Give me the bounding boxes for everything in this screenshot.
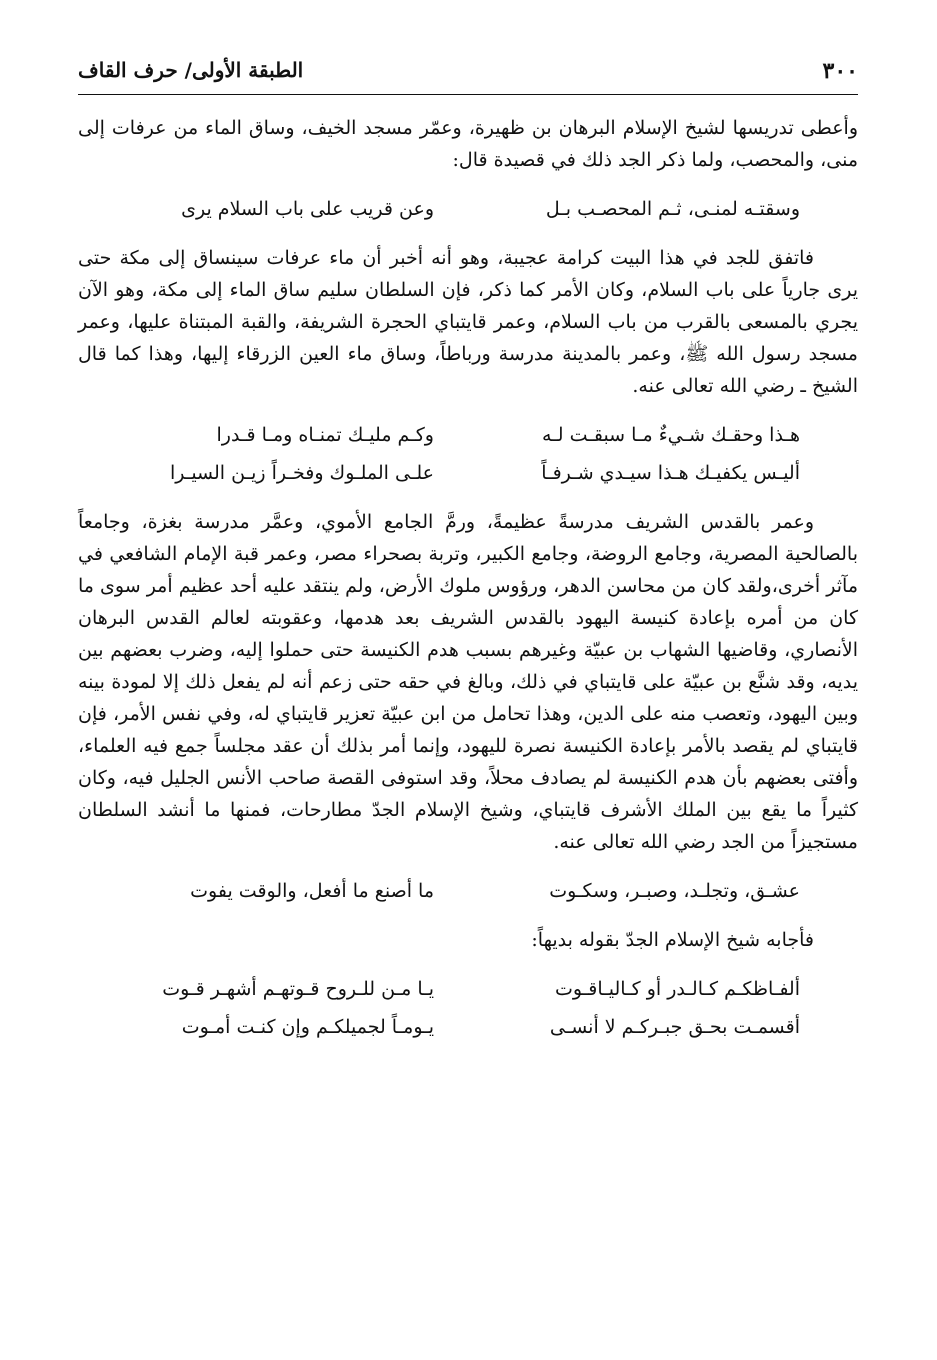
verse-second-hemistich: وعن قريب على باب السلام يرى xyxy=(181,198,434,220)
paragraph-3: وعمر بالقدس الشريف مدرسةً عظيمةً، ورمَّ الجامع الأموي، وعمَّر مدرسة بغزة، وجامعاً بالصالحية المصرية، وجامع الروضة، وجامع الكبير، وتربة بصحراء مصر، وعمر قبة الإمام الشافعي في مآثر أخرى،ولقد كان من محاسن الدهر، ورؤوس ملوك الأرض، ولم ينتقد عليه أحد عظيم أمر سوى ما كان من أمره بإعادة كنيسة اليهود بالقدس الشريف بعد هدمها، وعقوبته لعالم القدس البرهان الأنصاري، وقاضيها الشهاب بن عبيّة وغيرهم بسبب هدم الكنيسة حتى حملوا إليه، وضرب بعضهم بين يديه، وقد شنَّع بن عبيّة على قايتباي في ذلك، وبالغ في حقه حتى زعم أنه لم يفعل ذلك إلا لمودة بينه وبين اليهود، وتعصب منه على الدين، وهذا تحامل من ابن عبيّة تعزير قايتباي له، وفي نفس الأمر، فإن قايتباي لم يقصد بالأمر بإعادة الكنيسة نصرة لليهود، وإنما أمر بذلك أن عقد مجلساً جمع فيه العلماء، وأفتى بعضهم بأن هدم الكنيسة لم يصادف محلاً، وقد استوفى القصة صاحب الأنس الجليل فيه، وكان كثيراً ما يقع بين الملك الأشرف قايتباي، وشيخ الإسلام الجدّ مطارحات، فمنها ما أنشد السلطان مستجيزاً من الجد رضي الله تعالى عنه. xyxy=(78,511,858,853)
verse-first-hemistich: هـذا وحقـك شـيءٌ مـا سبقـت لـه xyxy=(542,424,800,446)
page-number: ٣٠٠ xyxy=(822,58,858,84)
verse-first-hemistich: أقسمـت بحـق جبـركـم لا أنسـى xyxy=(549,1016,800,1038)
verse-line xyxy=(78,416,858,454)
verse-line xyxy=(78,872,858,910)
verse-first-hemistich: وسقتـه لمنـى، ثـم المحصـب بـل xyxy=(545,198,800,220)
verse-group-3 xyxy=(78,872,858,910)
verse-first-hemistich: عشـق، وتجلـد، وصبـر، وسكـوت xyxy=(549,880,800,902)
verse-group-1 xyxy=(78,190,858,228)
verse-second-hemistich: ما أصنع ما أفعل، والوقت يفوت xyxy=(190,880,434,902)
page-header xyxy=(78,52,858,92)
paragraph-2: فاتفق للجد في هذا البيت كرامة عجيبة، وهو أنه أخبر أن ماء عرفات سينساق إلى مكة حتى يرى جارياً على باب السلام، وكان الأمر كما ذكر، فإن السلطان سليم ساق الماء إلى مكة، وهو الآن يجري بالمسعى بالقرب من باب السلام، وعمر قايتباي الحجرة الشريفة، والقبة المبتناة عليها، وعمر مسجد رسول الله ﷺ، وعمر بالمدينة مدرسة ورباطاً، وساق ماء العين الزرقاء إليها، وهذا كما قال الشيخ ـ رضي الله تعالى عنه. xyxy=(78,247,858,397)
verse-first-hemistich: أليـس يكفيـك هـذا سيـدي شـرفـاً xyxy=(541,462,800,484)
verse-line xyxy=(78,454,858,492)
verse-group-4 xyxy=(78,970,858,1046)
verse-second-hemistich: علـى الملـوك وفخـراً زيـن السيـرا xyxy=(170,462,434,484)
paragraph-4: فأجابه شيخ الإسلام الجدّ بقوله بديهاً: xyxy=(531,929,814,951)
verse-second-hemistich: يـا مـن للـروح قـوتهـم أشهـر قـوت xyxy=(162,978,434,1000)
verse-second-hemistich: يـومـاً لجميلكـم وإن كنـت أمـوت xyxy=(181,1016,434,1038)
paragraph-1: وأعطى تدريسها لشيخ الإسلام البرهان بن ظهيرة، وعمّر مسجد الخيف، وساق الماء من عرفات إلى منى، والمحصب، ولما ذكر الجد ذلك في قصيدة قال: xyxy=(78,117,858,171)
verse-group-2 xyxy=(78,416,858,492)
verse-first-hemistich: ألفـاظكـم كـالـدر أو كـاليـاقـوت xyxy=(555,978,800,1000)
verse-line xyxy=(78,1008,858,1046)
book-page xyxy=(78,52,858,1332)
running-title: الطبقة الأولى/ حرف القاف xyxy=(78,58,304,82)
verse-line xyxy=(78,190,858,228)
verse-second-hemistich: وكـم مليـك تمنـاه ومـا قـدرا xyxy=(216,424,434,446)
page-body xyxy=(78,112,858,1060)
header-rule xyxy=(78,94,858,95)
verse-line xyxy=(78,970,858,1008)
